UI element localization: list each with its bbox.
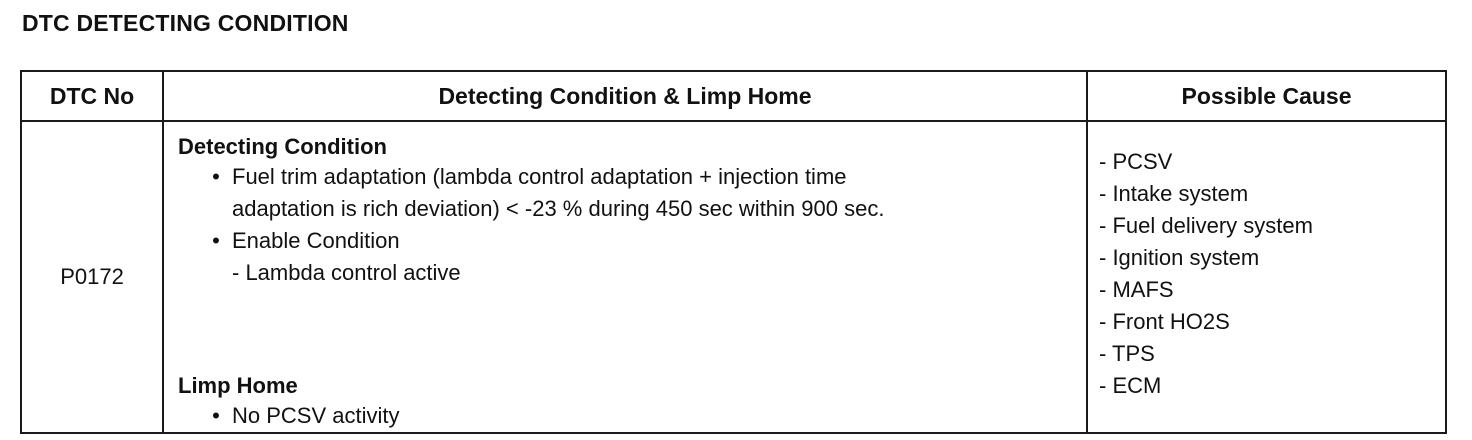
- dtc-code-cell: P0172: [21, 121, 163, 433]
- enable-condition-text: Enable Condition: [232, 228, 400, 253]
- bullet-icon: •: [212, 164, 220, 189]
- page-title: DTC DETECTING CONDITION: [22, 10, 349, 36]
- list-item: - ECM: [1099, 373, 1162, 398]
- table-row: [21, 121, 1446, 433]
- header-possible-cause: Possible Cause: [1087, 71, 1446, 121]
- condition-bullet-enable: [178, 225, 1086, 257]
- list-item: - Front HO2S: [1099, 309, 1230, 334]
- list-item: - TPS: [1099, 341, 1155, 366]
- table-header-row: [21, 71, 1446, 121]
- possible-cause-cell: [1087, 121, 1446, 433]
- list-item: - Fuel delivery system: [1099, 213, 1313, 238]
- list-item: - PCSV: [1099, 149, 1173, 174]
- limp-home-title: Limp Home: [178, 373, 298, 398]
- bullet-icon: •: [212, 403, 220, 428]
- list-item: - MAFS: [1099, 277, 1174, 302]
- fuel-trim-line-2: adaptation is rich deviation) < -23 % during 450 sec within 900 sec.: [232, 196, 885, 221]
- list-item: - Ignition system: [1099, 245, 1260, 270]
- bullet-icon: •: [212, 228, 220, 253]
- list-item: - Intake system: [1099, 181, 1249, 206]
- enable-condition-sub-item: - Lambda control active: [232, 260, 461, 285]
- limp-home-bullet: [178, 400, 1086, 432]
- header-condition: Detecting Condition & Limp Home: [163, 71, 1087, 121]
- condition-cell: [163, 121, 1087, 433]
- header-dtc-no: DTC No: [21, 71, 163, 121]
- detecting-condition-title: Detecting Condition: [178, 134, 387, 159]
- limp-home-text: No PCSV activity: [232, 403, 400, 428]
- condition-bullet-fuel-trim: [178, 161, 1086, 225]
- fuel-trim-line-1: Fuel trim adaptation (lambda control adaptation + injection time: [232, 164, 847, 189]
- dtc-table: [20, 70, 1447, 434]
